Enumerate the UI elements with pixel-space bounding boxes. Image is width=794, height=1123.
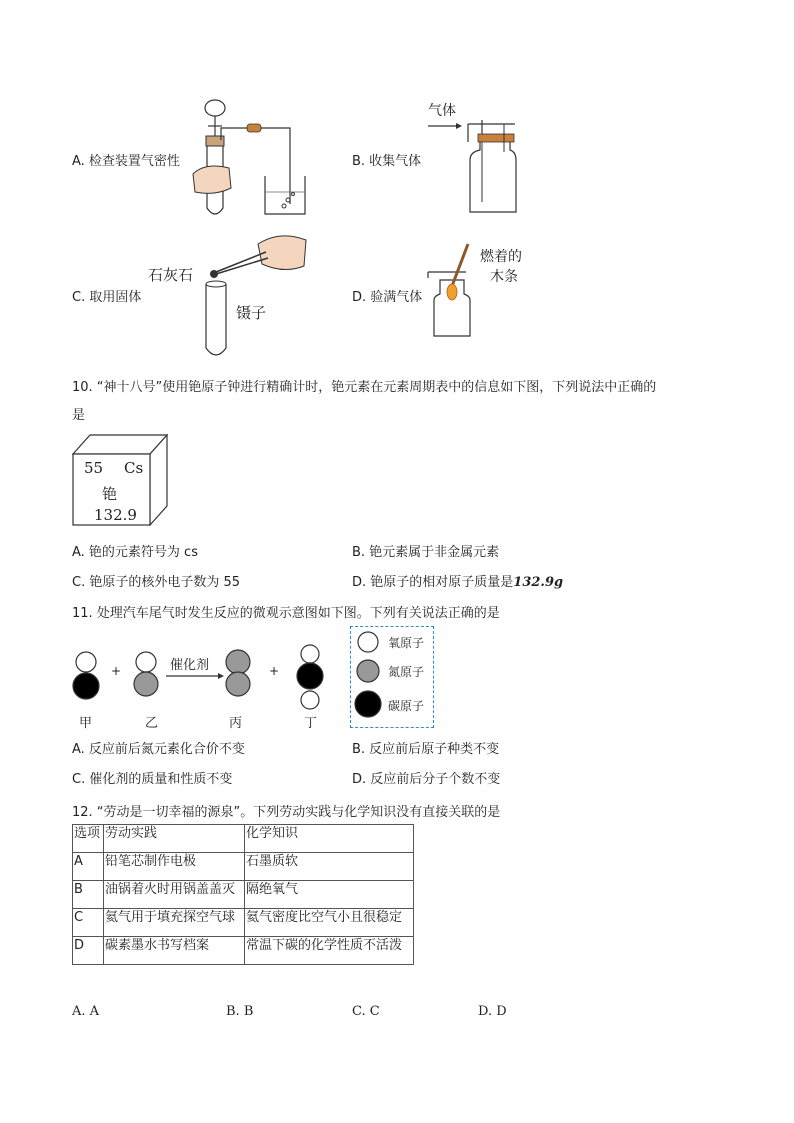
row-practice: 铅笔芯制作电极 [104, 853, 245, 881]
q11-option-d: D. 反应前后分子个数不变 [352, 772, 501, 787]
q11-option-a: A. 反应前后氮元素化合价不变 [72, 742, 245, 757]
element-symbol: Cs [124, 459, 144, 477]
burning-stick-label-1: 燃着的 [480, 249, 522, 265]
row-option: C [73, 909, 104, 937]
airtightness-apparatus-figure [185, 96, 310, 224]
row-practice: 氦气用于填充探空气球 [104, 909, 245, 937]
q10-option-a: A. 铯的元素符号为 cs [72, 545, 198, 560]
q10-option-d-text: D. 铯原子的相对原子质量是 [352, 575, 514, 590]
q9-option-c: C. 取用固体 [72, 290, 142, 305]
molecule-label-bing: 丙 [229, 716, 243, 731]
q10-stem-line1: 10. “神十八号”使用铯原子钟进行精确计时，铯元素在元素周期表中的信息如下图，下列说法中正确的 [72, 380, 657, 395]
q10-stem-line2: 是 [72, 408, 86, 423]
atom-legend-markers [352, 628, 386, 724]
tweezers-label: 镊子 [236, 304, 267, 322]
q10-option-d-value: 132.9g [513, 575, 564, 590]
q12-option-c: C. C [352, 1004, 380, 1019]
legend-carbon: 碳原子 [388, 699, 425, 713]
element-name: 铯 [102, 485, 118, 503]
q10-option-c: C. 铯原子的核外电子数为 55 [72, 575, 241, 590]
q11-option-c: C. 催化剂的质量和性质不变 [72, 772, 233, 787]
take-solid-figure [196, 228, 308, 360]
gas-label: 气体 [428, 103, 456, 119]
plus-sign-2: + [269, 664, 280, 678]
q12-table [72, 824, 414, 965]
q12-option-a: A. A [72, 1004, 100, 1019]
header-practice: 劳动实践 [104, 825, 245, 853]
row-knowledge: 隔绝氧气 [245, 881, 414, 909]
row-knowledge: 石墨质软 [245, 853, 414, 881]
q10-option-b: B. 铯元素属于非金属元素 [352, 545, 500, 560]
table-row [73, 937, 414, 965]
gas-collection-bottle-figure [420, 112, 520, 217]
q9-option-a: A. 检查装置气密性 [72, 154, 180, 169]
row-knowledge: 氦气密度比空气小且很稳定 [245, 909, 414, 937]
table-row [73, 909, 414, 937]
molecule-label-jia: 甲 [79, 716, 93, 731]
stone-label: 石灰石 [148, 266, 194, 284]
legend-nitrogen: 氮原子 [388, 665, 425, 679]
row-option: A [73, 853, 104, 881]
q11-option-b: B. 反应前后原子种类不变 [352, 742, 500, 757]
row-option: D [73, 937, 104, 965]
header-knowledge: 化学知识 [245, 825, 414, 853]
q12-option-b: B. B [226, 1004, 254, 1019]
catalyst-label: 催化剂 [170, 658, 210, 673]
plus-sign-1: + [111, 664, 122, 678]
q12-option-d: D. D [478, 1004, 507, 1019]
element-mass: 132.9 [94, 506, 137, 524]
table-header-row [73, 825, 414, 853]
molecule-label-ding: 丁 [304, 716, 318, 731]
table-row [73, 881, 414, 909]
row-practice: 油锅着火时用锅盖盖灭 [104, 881, 245, 909]
q9-option-b: B. 收集气体 [352, 154, 422, 169]
q12-stem: 12. “劳动是一切幸福的源泉”。下列劳动实践与化学知识没有直接关联的是 [72, 805, 501, 820]
row-option: B [73, 881, 104, 909]
q9-option-d: D. 验满气体 [352, 290, 423, 305]
q11-stem: 11. 处理汽车尾气时发生反应的微观示意图如下图。下列有关说法正确的是 [72, 606, 500, 621]
q10-option-d [352, 571, 563, 590]
table-row [73, 853, 414, 881]
element-atomic-number: 55 [84, 459, 104, 477]
row-practice: 碳素墨水书写档案 [104, 937, 245, 965]
burning-stick-label-2: 木条 [490, 269, 518, 285]
legend-oxygen: 氧原子 [388, 636, 425, 650]
molecule-label-yi: 乙 [145, 716, 159, 731]
header-option: 选项 [73, 825, 104, 853]
gas-full-test-figure [424, 240, 484, 344]
row-knowledge: 常温下碳的化学性质不活泼 [245, 937, 414, 965]
